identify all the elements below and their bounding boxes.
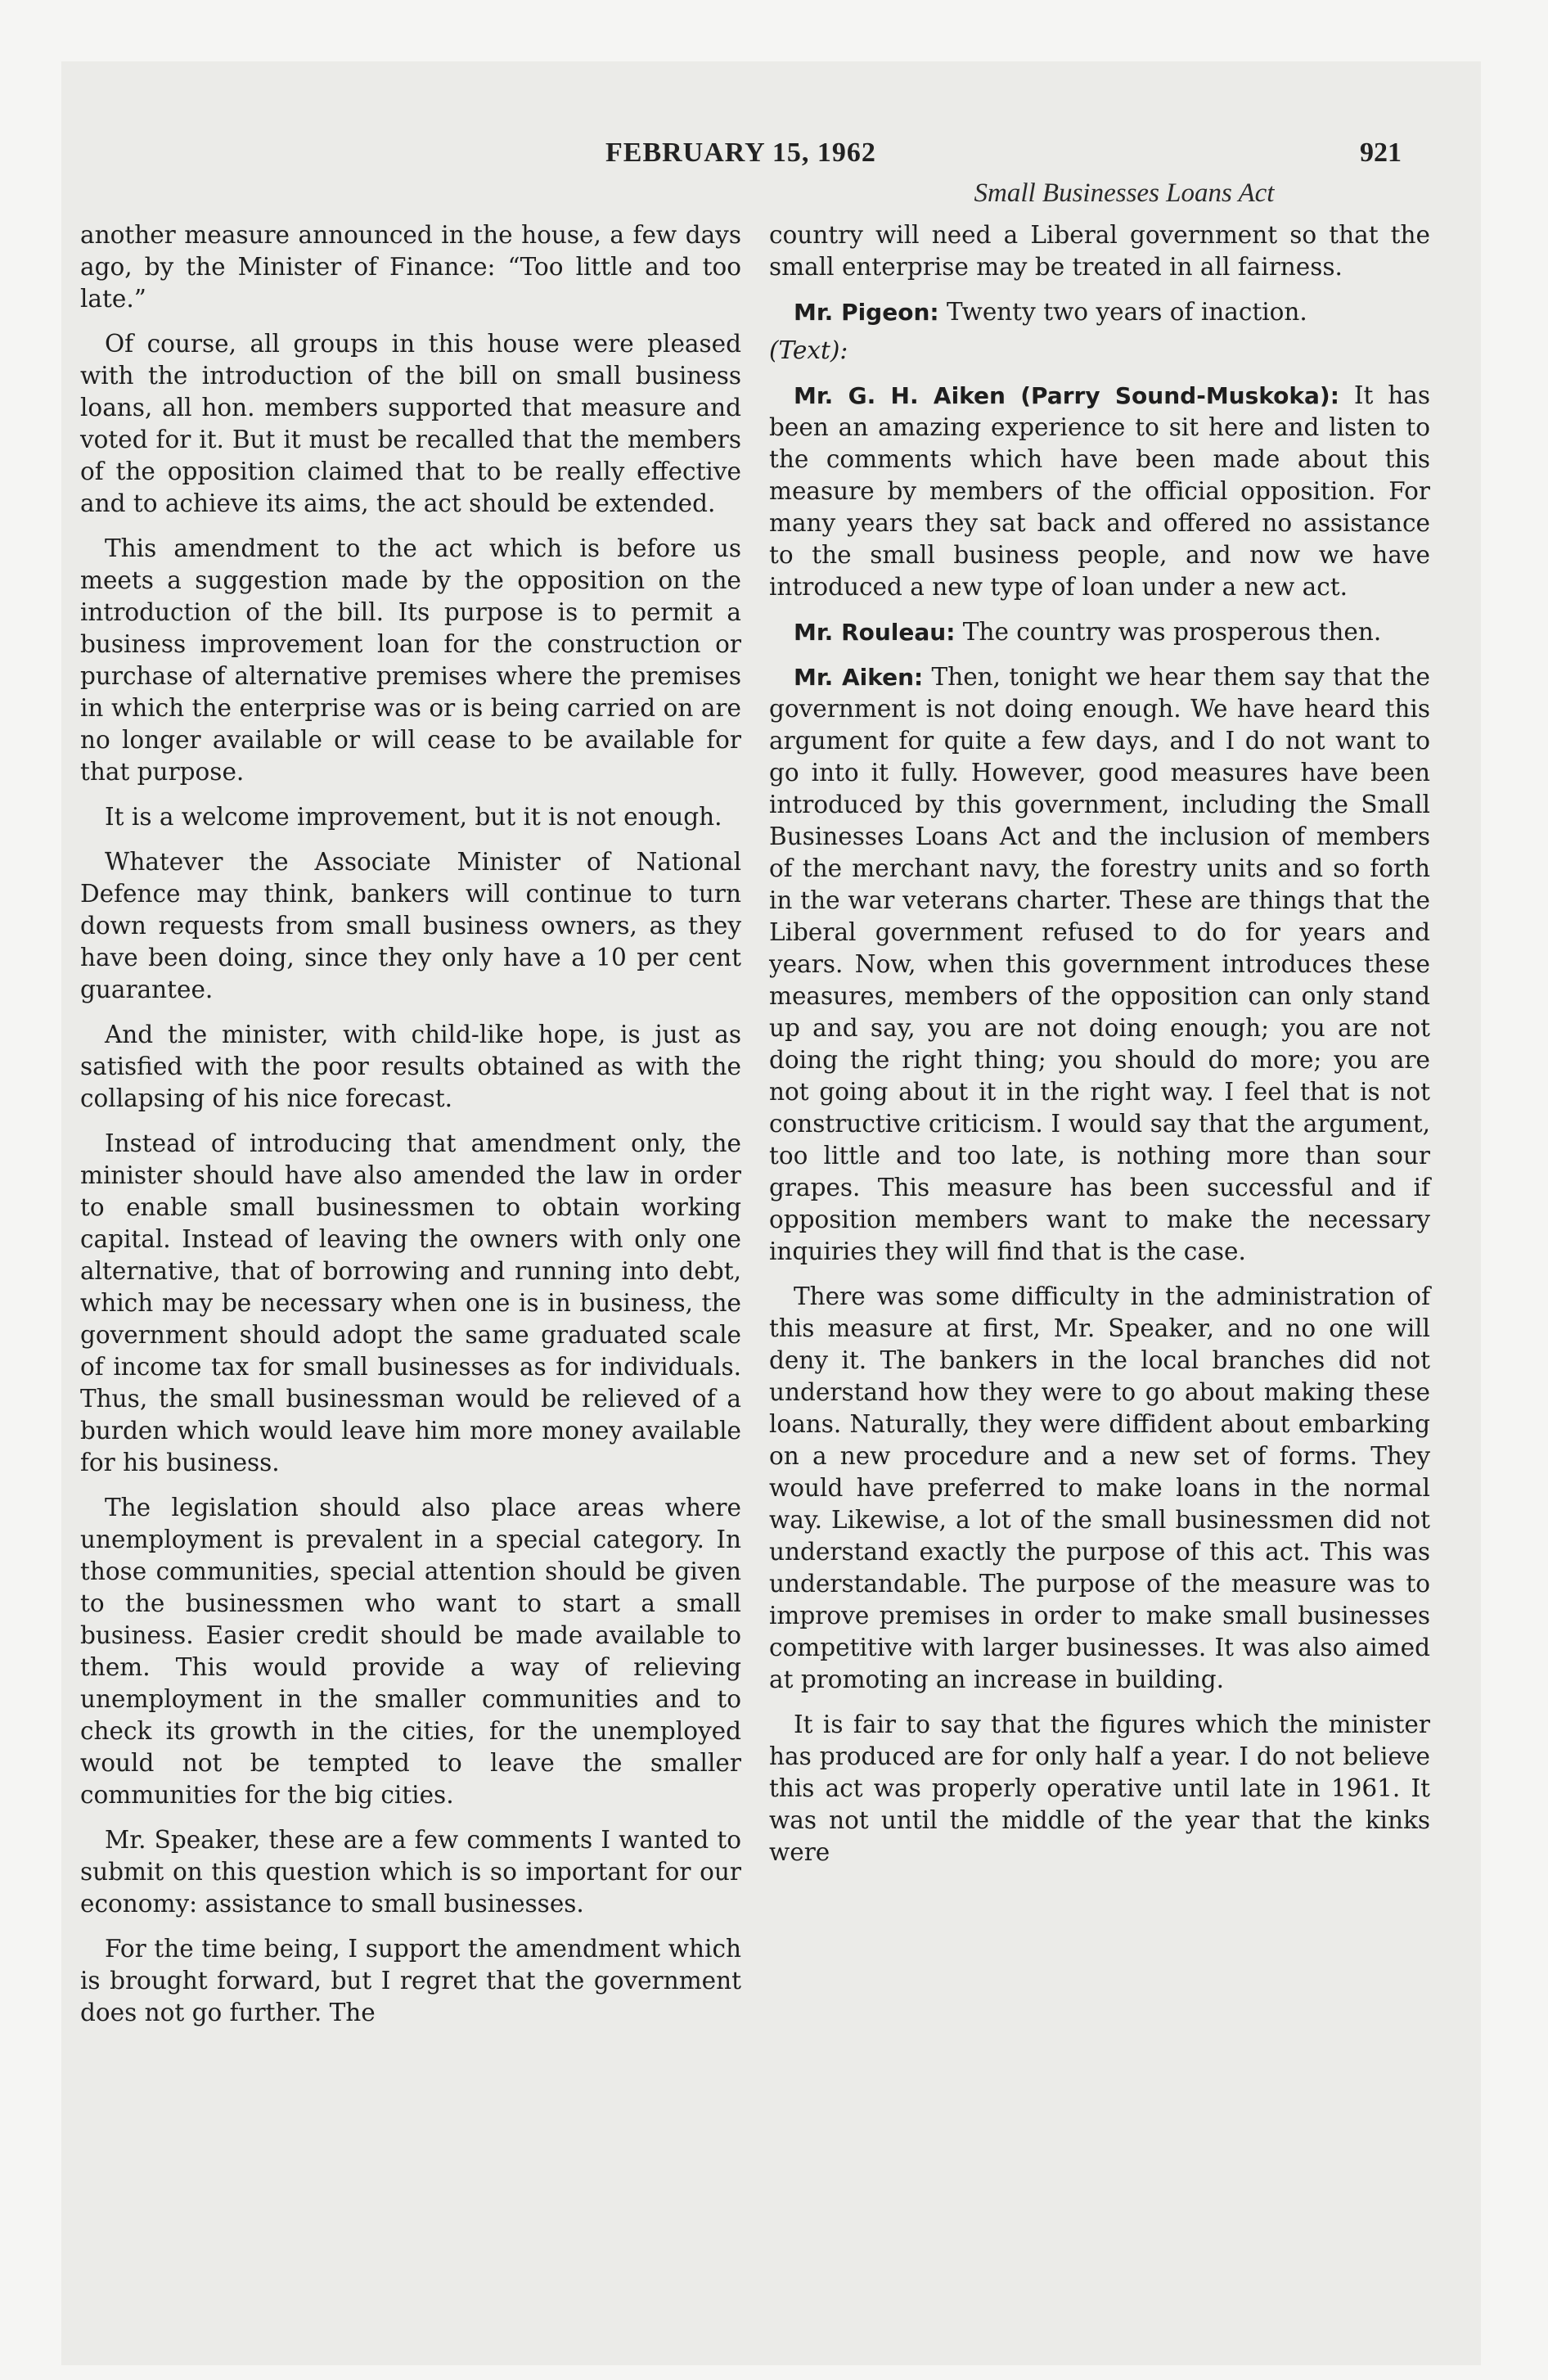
paragraph: Instead of introducing that amendment only, the minister should have also amended the law in order to enable small businessmen to obtain working capital. Instead of leaving the owners with only one alternative, that of borrowing and running into debt, which may be necessary when one is in business, the government should adopt the same graduated scale of income tax for small businesses as for individuals. Thus, the small businessman would be relieved of a burden which would leave him more money available for his business. [80,1129,741,1476]
paragraph: country will need a Liberal government so that the small enterprise may be treated in all fairness. [769,221,1430,281]
speech-text: It has been an amazing experience to sit here and listen to the comments which have been made about this measure by members of the official opposition. For many years they sat back and offered no assistance to the small business people, and now we have introduced a new type of loan under a new act. [769,381,1430,601]
speech [769,296,1430,328]
speech-text: The country was prosperous then. [955,618,1382,646]
paragraph: For the time being, I support the amendment which is brought forward, but I regret that the government does not go further. The [80,1935,741,2026]
speaker-name: Mr. Aiken: [794,664,924,691]
paragraph: Of course, all groups in this house were pleased with the introduction of the bill on small business loans, all hon. members supported that measure and voted for it. But it must be recalled that the members of the opposition claimed that to be really effective and to achieve its aims, the act should be extended. [80,330,741,517]
right-column [769,219,1430,2200]
paragraph: Mr. Speaker, these are a few comments I wanted to submit on this question which is so important for our economy: assistance to small businesses. [80,1826,741,1918]
running-title: Small Businesses Loans Act [974,178,1275,208]
speech [769,616,1430,648]
speaker-name: Mr. Pigeon: [794,299,939,326]
paragraph: Whatever the Associate Minister of National Defence may think, bankers will continue to turn down requests from small business owners, as they have been doing, since they only have a 10 per cent guarantee. [80,848,741,1003]
left-column [80,219,741,2200]
paragraph: And the minister, with child-like hope, is just as satisfied with the poor results obtained as with the collapsing of his nice forecast. [80,1021,741,1112]
page-number: 921 [1360,137,1402,168]
speech [769,661,1430,1268]
header-date: FEBRUARY 15, 1962 [605,137,876,168]
speech [769,380,1430,603]
paragraph: It is fair to say that the figures which the minister has produced are for only half a year. I do not believe this act was properly operative until late in 1961. It was not until the middle of the year that the kinks were [769,1711,1430,1866]
paragraph: It is a welcome improvement, but it is not enough. [105,803,722,831]
paragraph: The legislation should also place areas where unemployment is prevalent in a special category. In those communities, special attention should be given to the businessmen who want to start a small business. Easier credit should be made available to them. This would provide a way of relieving unemployment in the smaller communities and to check its growth in the cities, for the unemployed would not be tempted to leave the smaller communities for the big cities. [80,1494,741,1809]
text-marker: (Text): [769,336,848,364]
speaker-name: Mr. Rouleau: [794,619,956,646]
paragraph: There was some difficulty in the administration of this measure at first, Mr. Speaker, and no one will deny it. The bankers in the local branches did not understand how they were to go about making these loans. Naturally, they were diffident about embarking on a new procedure and a new set of forms. They would have preferred to make loans in the normal way. Likewise, a lot of the small businessmen did not understand exactly the purpose of this act. This was understandable. The purpose of the measure was to improve premises in order to make small businesses competitive with larger businesses. It was also aimed at promoting an increase in building. [769,1282,1430,1693]
speech-text: Then, tonight we hear them say that the government is not doing enough. We have heard this argument for quite a few days, and I do not want to go into it fully. However, good measures have been introduced by this government, including the Small Businesses Loans Act and the inclusion of members of the merchant navy, the forestry units and so forth in the war veterans charter. These are things that the Liberal government refused to do for years and years. Now, when this government introduces these measures, members of the opposition can only stand up and say, you are not doing enough; you are not doing the right thing; you should do more; you are not going about it in the right way. I feel that is not constructive criticism. I would say that the argument, too little and too late, is nothing more than sour grapes. This measure has been successful and if opposition members want to make the necessary inquiries they will find that is the case. [769,663,1430,1265]
paragraph: another measure announced in the house, a few days ago, by the Minister of Finance: “Too little and too late.” [80,221,741,313]
speaker-name: Mr. G. H. Aiken (Parry Sound-Muskoka): [794,382,1339,409]
speech-text: Twenty two years of inaction. [938,298,1307,326]
paragraph: This amendment to the act which is before us meets a suggestion made by the opposition on the introduction of the bill. Its purpose is to permit a business improvement loan for the construction or purchase of alternative premises where the premises in which the enterprise was or is being carried on are no longer available or will cease to be available for that purpose. [80,534,741,786]
